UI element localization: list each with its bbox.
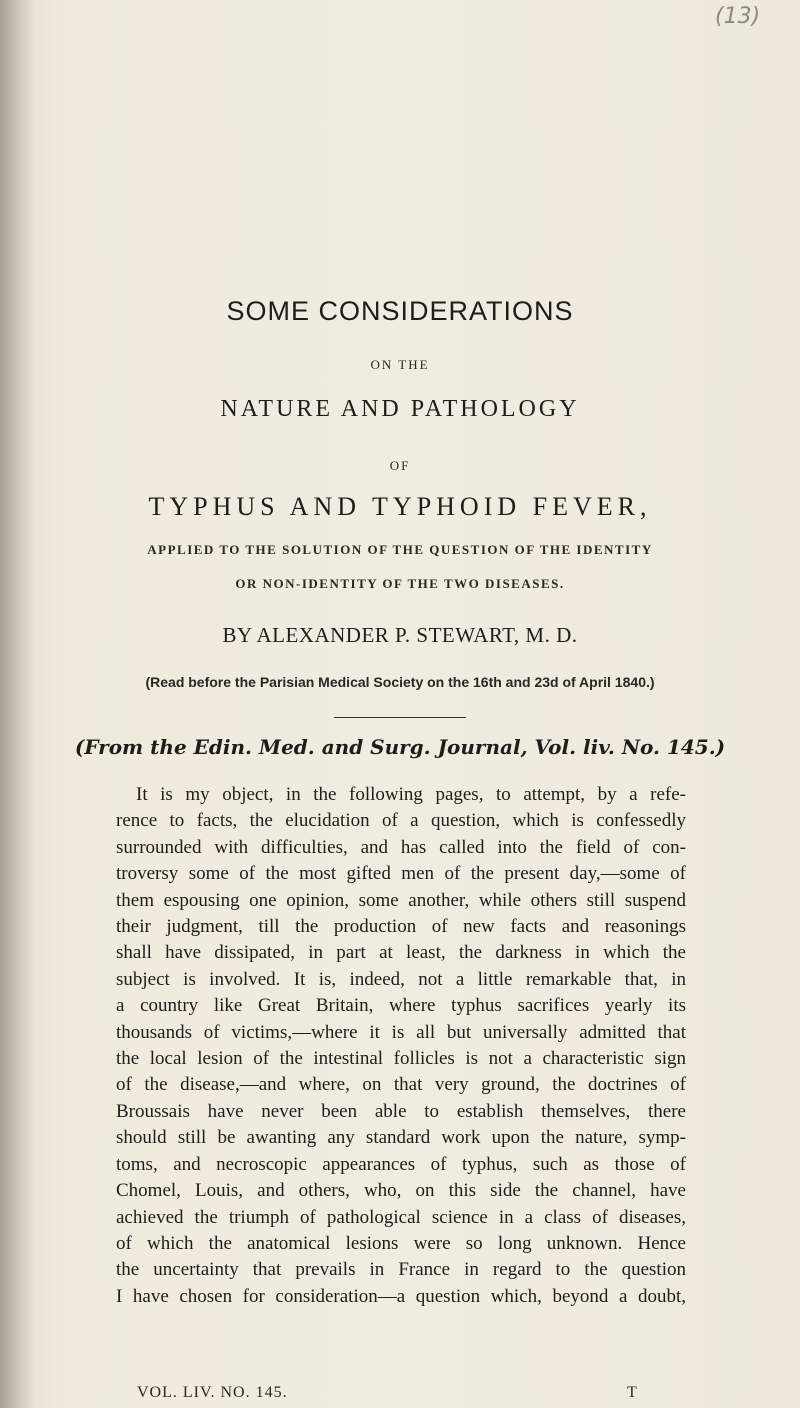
body-line: a country like Great Britain, where typhus sacrifices yearly its bbox=[116, 995, 686, 1017]
separator-rule bbox=[334, 717, 466, 718]
body-line: rence to facts, the elucidation of a question, which is confessedly bbox=[116, 810, 686, 832]
body-line: achieved the triumph of pathological science in a class of diseases, bbox=[116, 1206, 686, 1228]
title-subject: NATURE AND PATHOLOGY bbox=[220, 396, 580, 422]
body-line: Broussais have never been able to establish themselves, there bbox=[116, 1100, 686, 1122]
body-line: troversy some of the most gifted men of the present day,—some of bbox=[116, 863, 686, 885]
body-line: subject is involved. It is, indeed, not a little remarkable that, in bbox=[116, 968, 686, 990]
gutter-shadow bbox=[0, 0, 36, 1408]
body-line: of the disease,—and where, on that very ground, the doctrines of bbox=[116, 1074, 686, 1096]
body-line: of which the anatomical lesions were so long unknown. Hence bbox=[116, 1232, 686, 1254]
body-line: shall have dissipated, in part at least, the darkness in which the bbox=[116, 942, 686, 964]
title-applied-line-1: APPLIED TO THE SOLUTION OF THE QUESTION OF THE IDENTITY bbox=[147, 542, 653, 557]
title-on-the: ON THE bbox=[370, 357, 430, 372]
body-line: the local lesion of the intestinal follicles is not a characteristic sign bbox=[116, 1048, 686, 1070]
body-paragraph bbox=[116, 782, 686, 1310]
body-line: surrounded with difficulties, and has called into the field of con- bbox=[116, 836, 686, 858]
body-line: It is my object, in the following pages, to attempt, by a refe- bbox=[136, 784, 686, 805]
title-of: OF bbox=[389, 458, 411, 473]
title-applied-line-2: OR NON-IDENTITY OF THE TWO DISEASES. bbox=[235, 576, 565, 591]
body-line: toms, and necroscopic appearances of typhus, such as those of bbox=[116, 1153, 686, 1175]
body-line: should still be awanting any standard work upon the nature, symp- bbox=[116, 1127, 686, 1149]
footer-sheet-letter: T bbox=[627, 1384, 637, 1401]
body-line: the uncertainty that prevails in France in regard to the question bbox=[116, 1259, 686, 1281]
title-main: SOME CONSIDERATIONS bbox=[226, 296, 574, 326]
author-line: BY ALEXANDER P. STEWART, M. D. bbox=[222, 623, 578, 647]
page-number-mark: (13) bbox=[715, 4, 761, 29]
footer-signature: VOL. LIV. NO. 145. bbox=[137, 1384, 288, 1401]
body-line: I have chosen for consideration—a question which, beyond a doubt, bbox=[116, 1285, 686, 1307]
title-disease: TYPHUS AND TYPHOID FEVER, bbox=[148, 492, 652, 521]
body-line: them espousing one opinion, some another, while others still suspend bbox=[116, 889, 686, 911]
body-line: Chomel, Louis, and others, who, on this side the channel, have bbox=[116, 1180, 686, 1202]
body-line: thousands of victims,—where it is all but universally admitted that bbox=[116, 1021, 686, 1043]
source-citation: (From the Edin. Med. and Surg. Journal, Vol. liv. No. 145.) bbox=[74, 735, 726, 759]
body-line: their judgment, till the production of new facts and reasonings bbox=[116, 916, 686, 938]
read-before-note: (Read before the Parisian Medical Society on the 16th and 23d of April 1840.) bbox=[145, 674, 655, 690]
